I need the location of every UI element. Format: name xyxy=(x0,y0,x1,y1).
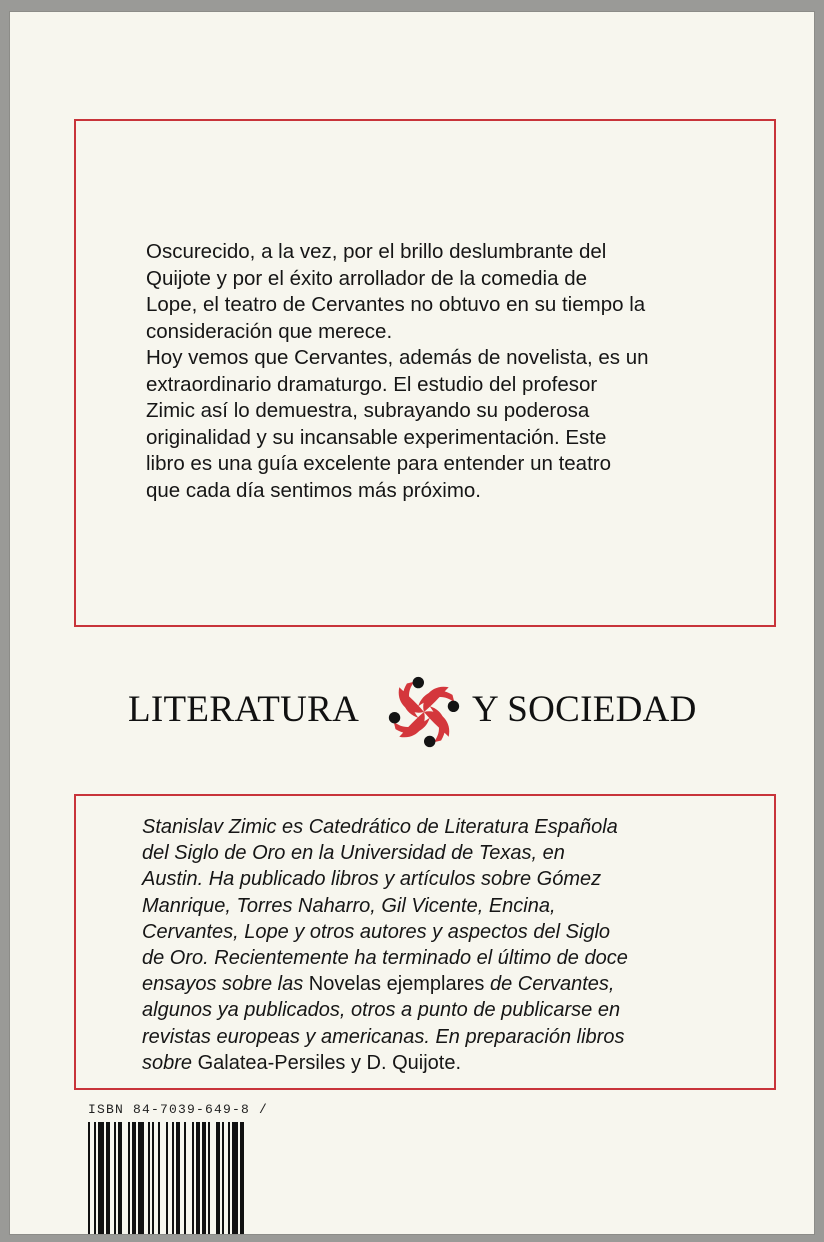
series-title-left: LITERATURA xyxy=(128,689,360,730)
blurb-line: originalidad y su incansable experimentación. Este xyxy=(146,425,607,449)
barcode-bar xyxy=(138,1122,144,1234)
blurb-line: Zimic así lo demuestra, subrayando su poderosa xyxy=(146,399,590,422)
author-bio xyxy=(142,814,752,1076)
series-title-right: Y SOCIEDAD xyxy=(472,689,697,730)
blurb-line: libro es una guía excelente para entender un teatro xyxy=(146,452,611,475)
series-title xyxy=(10,674,814,744)
barcode-bar xyxy=(222,1122,224,1234)
bio-line: del Siglo de Oro en la Universidad de Texas, en xyxy=(142,842,565,865)
bio-line: de Oro. Recientemente ha terminado el último de doce xyxy=(142,947,628,970)
isbn-label: ISBN 84-7039-649-8 / xyxy=(88,1102,269,1117)
blurb-text xyxy=(146,239,746,504)
bio-line: Cervantes, Lope y otros autores y aspectos del Siglo xyxy=(142,920,611,943)
bio-line xyxy=(142,971,752,997)
barcode-bar xyxy=(202,1122,206,1234)
barcode-bar xyxy=(172,1122,174,1234)
blurb-line: Lope, el teatro de Cervantes no obtuvo en su tiempo la xyxy=(146,293,646,316)
barcode-bar xyxy=(208,1122,210,1234)
blurb-line: que cada día sentimos más próximo. xyxy=(146,478,481,502)
bio-line: Manrique, Torres Naharro, Gil Vicente, Encina, xyxy=(142,894,556,917)
barcode-bar xyxy=(216,1122,220,1234)
barcode-bar xyxy=(158,1122,160,1234)
barcode-bar xyxy=(166,1122,168,1234)
barcode-bar xyxy=(152,1122,154,1234)
barcode-bar xyxy=(196,1122,200,1234)
bio-line xyxy=(142,1050,752,1076)
bio-line: Austin. Ha publicado libros y artículos sobre Gómez xyxy=(142,868,602,891)
bio-text: de Cervantes, xyxy=(484,973,615,996)
blurb-line: Hoy vemos que Cervantes, además de novelista, es un xyxy=(146,346,649,369)
pinwheel-logo-icon xyxy=(386,674,462,750)
blurb-line: extraordinario dramaturgo. El estudio del profesor xyxy=(146,372,598,396)
bio-line: Stanislav Zimic es Catedrático de Literatura Española xyxy=(142,816,618,838)
bio-text: sobre xyxy=(142,1051,198,1074)
blurb-line: consideración que merece. xyxy=(146,319,393,343)
bio-text: ensayos sobre las xyxy=(142,973,309,996)
barcode-bar xyxy=(232,1122,238,1234)
barcode-bar xyxy=(94,1122,96,1234)
barcode-bar xyxy=(128,1122,130,1234)
barcode-icon xyxy=(88,1122,288,1234)
barcode-bar xyxy=(184,1122,186,1234)
barcode-bar xyxy=(118,1122,122,1234)
barcode-bar xyxy=(88,1122,90,1234)
bio-line: revistas europeas y americanas. En preparación libros xyxy=(142,1025,625,1048)
barcode-bar xyxy=(176,1122,180,1234)
barcode-bar xyxy=(114,1122,116,1234)
book-back-cover xyxy=(10,12,814,1234)
barcode-bar xyxy=(132,1122,136,1234)
barcode-bar xyxy=(228,1122,230,1234)
barcode-bar xyxy=(148,1122,150,1234)
blurb-line: Oscurecido, a la vez, por el brillo deslumbrante del xyxy=(146,240,607,263)
blurb-line: Quijote y por el éxito arrollador de la comedia de xyxy=(146,266,587,290)
bio-line: algunos ya publicados, otros a punto de publicarse en xyxy=(142,999,621,1022)
barcode-bar xyxy=(240,1122,244,1234)
barcode-bar xyxy=(192,1122,194,1234)
barcode-bar xyxy=(106,1122,110,1234)
bio-book-title: Galatea-Persiles y D. Quijote. xyxy=(197,1051,462,1074)
bio-book-title: Novelas ejemplares xyxy=(308,973,485,996)
barcode-bar xyxy=(98,1122,104,1234)
